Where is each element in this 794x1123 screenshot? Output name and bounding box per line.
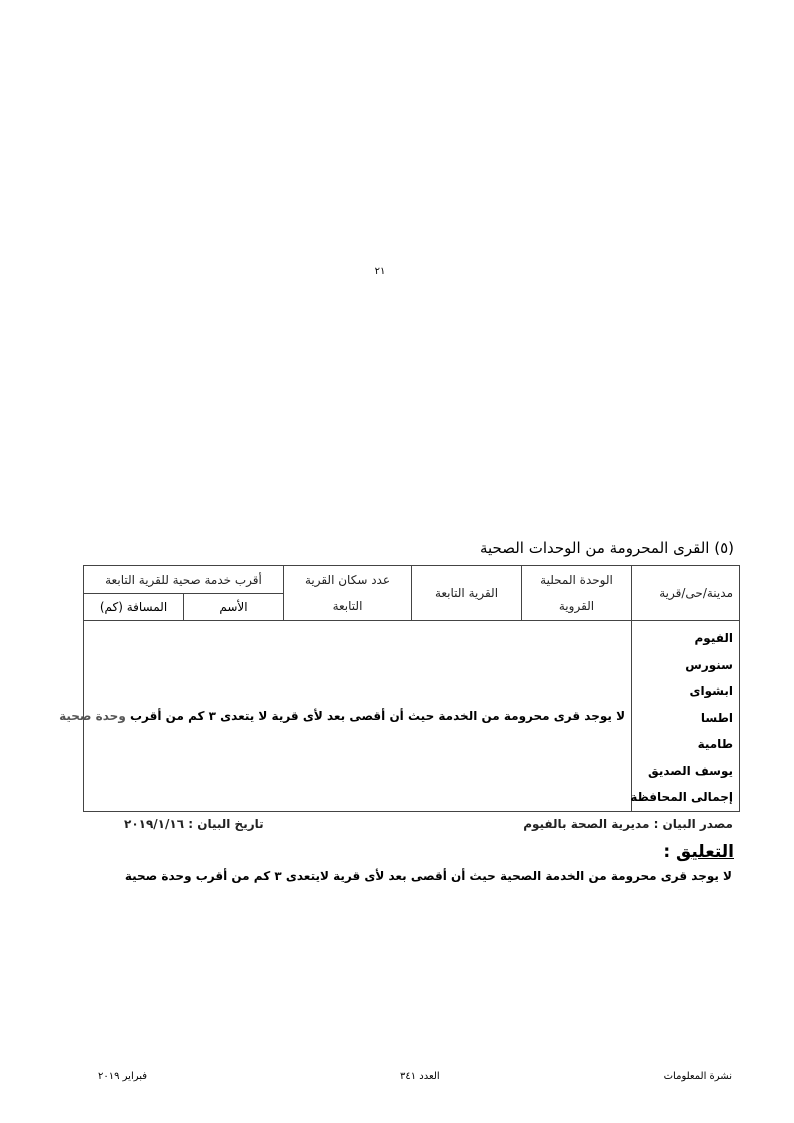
header-local-unit-line1: الوحدة المحلية [540, 573, 613, 587]
data-source: مصدر البيان : مديرية الصحة بالفيوم [523, 817, 733, 831]
footer-month: فبراير ٢٠١٩ [98, 1071, 148, 1082]
comment-title: التعليق [676, 842, 734, 862]
place-item: ابشواى [689, 684, 733, 698]
header-nearest-service [84, 566, 284, 594]
place-item-total: إجمالى المحافظة [630, 790, 733, 804]
header-village-label: القرية التابعة [434, 586, 499, 600]
header-city-label: مدينة/حى/قرية [659, 586, 733, 600]
header-distance [84, 594, 184, 621]
header-distance-label: المسافة (كم) [99, 600, 168, 614]
place-item: الفيوم [694, 631, 733, 645]
header-population-line1: عدد سكان القرية [304, 573, 391, 587]
place-item: سنورس [685, 657, 733, 672]
comment-colon: : [663, 842, 677, 862]
header-nearest-service-label: أقرب خدمة صحية للقرية التابعة [105, 572, 262, 587]
header-population-line2: التابعة [332, 599, 363, 613]
footer-issue: العدد ٣٤١ [400, 1071, 440, 1082]
data-date: تاريخ البيان : ٢٠١٩/١/١٦ [124, 817, 264, 831]
section-title: (٥) القرى المحرومة من الوحدات الصحية [479, 539, 734, 557]
place-item: طامية [697, 737, 733, 751]
no-deprived-villages-message [59, 621, 632, 812]
message-tail: وحدة صحية [59, 709, 126, 723]
header-population [284, 566, 412, 621]
header-name [184, 594, 284, 621]
comment-text: لا يوجد قرى محرومة من الخدمة الصحية حيث أن أقصى بعد لأى قرية لايتعدى ٣ كم من أقرب وحدة صحية [124, 869, 732, 883]
comment-heading [663, 842, 734, 862]
place-item: اطسا [700, 710, 733, 725]
header-name-label: الأسم [219, 600, 248, 614]
header-local-unit-line2: القروية [558, 599, 595, 613]
page-number: ٢١ [374, 266, 386, 277]
deprived-villages-table [59, 565, 740, 812]
footer-publication: نشرة المعلومات [663, 1071, 732, 1082]
header-city [632, 566, 740, 621]
place-item: يوسف الصديق [648, 763, 733, 778]
places-column [632, 621, 740, 812]
header-local-unit [522, 566, 632, 621]
header-village [412, 566, 522, 621]
message-main: لا يوجد قرى محرومة من الخدمة حيث أن أقصى بعد لأى قرية لا يتعدى ٣ كم من أقرب [129, 709, 625, 723]
